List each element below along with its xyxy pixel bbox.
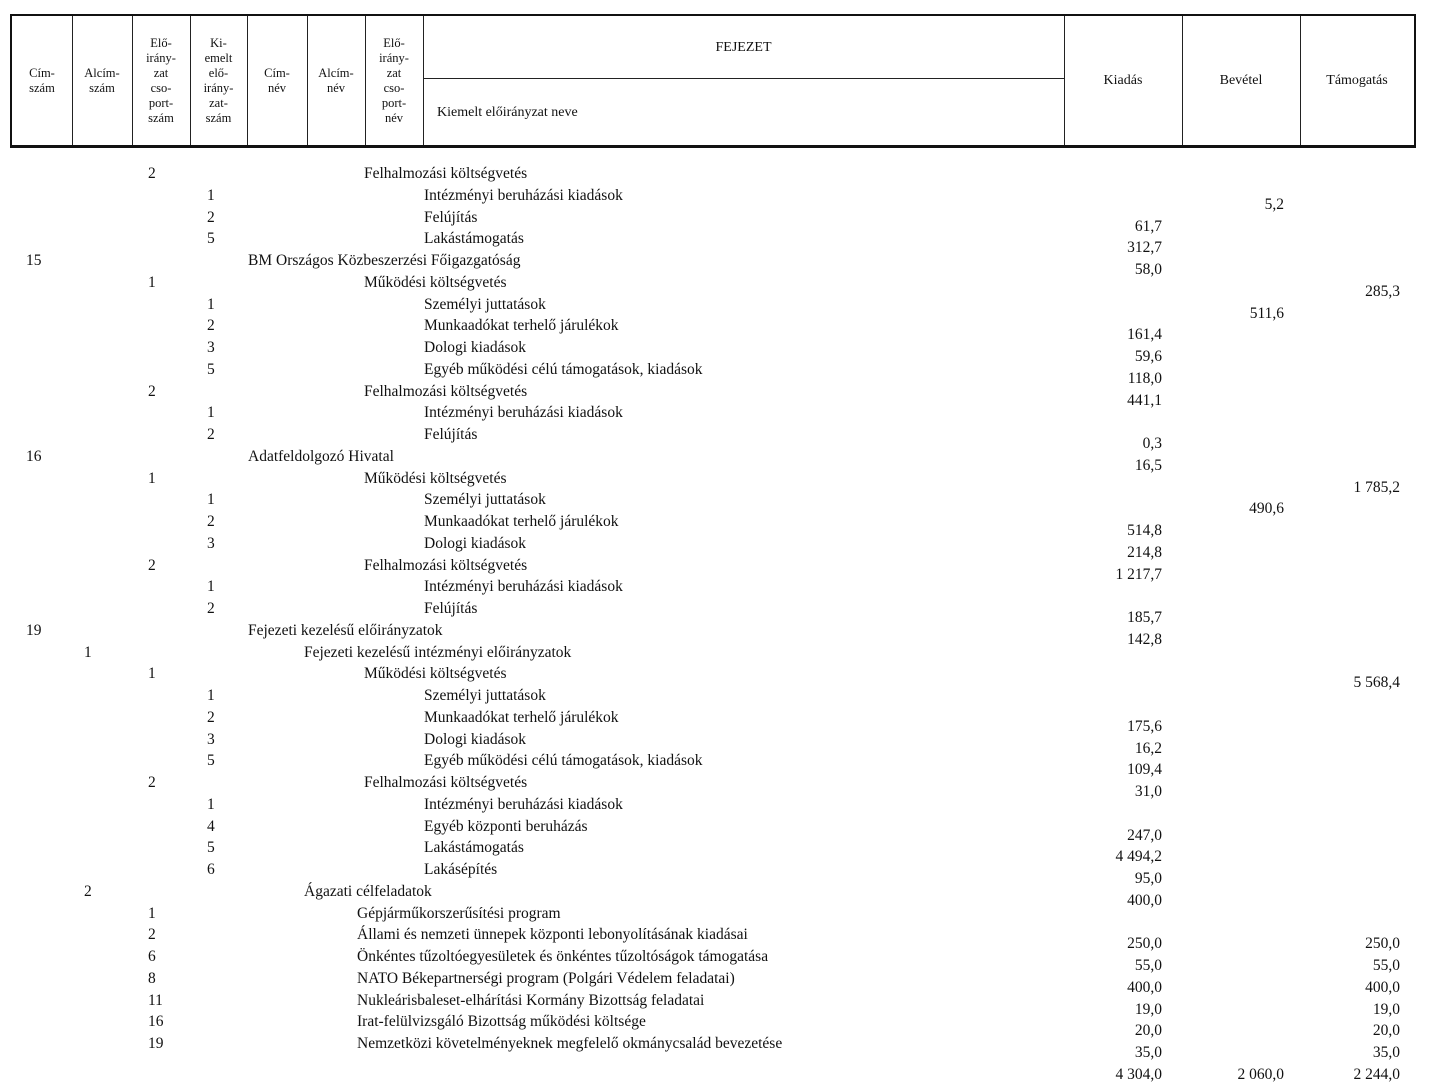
row-name: Fejezeti kezelésű előirányzatok (248, 621, 443, 639)
header-eloiranyzat-csoport-nev: Elő- irány- zat cso- port- név (379, 35, 409, 125)
table-row (0, 599, 1430, 626)
row-tamogatas: 20,0 (1372, 1022, 1400, 1040)
row-code: 2 (207, 600, 215, 617)
row-code: 19 (26, 621, 42, 639)
row-kiadas: 4 494,2 (1115, 848, 1162, 866)
row-code: 2 (207, 317, 215, 335)
row-code: 1 (148, 469, 156, 487)
row-code: 1 (207, 186, 215, 204)
row-kiadas: 20,0 (1134, 1022, 1162, 1040)
row-tamogatas: 5 568,4 (1353, 674, 1400, 692)
row-code: 5 (207, 752, 215, 770)
table-row (0, 991, 1430, 1018)
table-row (0, 447, 1430, 474)
table-row (0, 860, 1430, 887)
row-name: Felújítás (424, 600, 478, 617)
table-row (0, 425, 1430, 452)
row-kiadas: 514,8 (1127, 522, 1162, 539)
table-row (0, 664, 1430, 692)
row-name: Lakástámogatás (424, 839, 524, 857)
table-row (0, 338, 1430, 365)
row-name: Egyéb működési célú támogatások, kiadások (424, 752, 703, 770)
row-code: 2 (148, 556, 156, 574)
row-name: Felhalmozási költségvetés (364, 774, 528, 791)
row-tamogatas: 1 785,2 (1353, 478, 1400, 496)
row-code: 1 (207, 578, 215, 596)
header-eloiranyzat-csoport-szam: Elő- irány- zat cso- port- szám (146, 35, 176, 125)
row-kiadas: 400,0 (1127, 978, 1162, 996)
row-name: Adatfeldolgozó Hivatal (248, 447, 394, 465)
row-name: Lakástámogatás (424, 230, 524, 248)
row-kiadas: 312,7 (1127, 239, 1162, 257)
table-row (0, 556, 1430, 583)
row-tamogatas: 55,0 (1372, 957, 1400, 974)
row-code: 1 (207, 404, 215, 422)
row-name: Dologi kiadások (424, 339, 527, 356)
row-code: 1 (207, 491, 215, 509)
row-name: Felújítás (424, 208, 478, 226)
row-tamogatas: 285,3 (1365, 282, 1400, 300)
row-code: 2 (148, 926, 156, 944)
row-tamogatas: 250,0 (1365, 935, 1400, 953)
row-code: 2 (148, 165, 156, 182)
table-row (0, 490, 1430, 518)
row-bevetel: 511,6 (1249, 304, 1284, 322)
row-name: Dologi kiadások (424, 534, 527, 552)
row-code: 1 (84, 643, 92, 661)
row-name: Felhalmozási költségvetés (364, 382, 528, 400)
row-name: Dologi kiadások (424, 730, 527, 748)
row-name: Lakásépítés (424, 861, 498, 878)
table-row (0, 817, 1430, 844)
table-row (0, 730, 1430, 757)
row-kiadas: 16,5 (1134, 456, 1162, 474)
row-code: 1 (207, 795, 215, 813)
row-kiadas: 400,0 (1127, 891, 1162, 909)
row-bevetel: 2 060,0 (1237, 1065, 1284, 1083)
row-code: 1 (148, 665, 156, 683)
row-code: 3 (207, 534, 215, 552)
table-row (0, 534, 1430, 561)
row-kiadas: 214,8 (1127, 543, 1162, 561)
table-row (0, 904, 1430, 926)
row-kiadas: 109,4 (1127, 761, 1162, 779)
row-tamogatas: 2 244,0 (1353, 1065, 1400, 1083)
row-name: Munkaadókat terhelő járulékok (424, 317, 619, 335)
header-kiemelt-eloiranyzat-neve: Kiemelt előirányzat neve (437, 104, 578, 120)
row-name: Gépjárműkorszerűsítési program (357, 904, 561, 922)
header-bevetel: Bevétel (1219, 73, 1263, 88)
row-code: 2 (148, 382, 156, 400)
row-name: Ágazati célfeladatok (304, 882, 432, 900)
table-row (0, 316, 1430, 344)
row-kiadas: 61,7 (1134, 217, 1162, 235)
table-row (0, 708, 1430, 735)
row-name: Nukleárisbaleset-elhárítási Kormány Bizottság feladatai (357, 991, 705, 1009)
row-kiadas: 0,3 (1142, 435, 1162, 452)
row-kiadas: 58,0 (1134, 261, 1162, 278)
table-row (0, 686, 1430, 708)
row-code: 1 (148, 904, 156, 922)
row-bevetel: 5,2 (1264, 195, 1284, 213)
table-row (0, 795, 1430, 817)
table-row (0, 360, 1430, 387)
row-code: 5 (207, 230, 215, 248)
row-code: 16 (26, 447, 42, 465)
row-code: 5 (207, 839, 215, 857)
header-kiadas: Kiadás (1103, 73, 1143, 88)
row-code: 15 (26, 252, 42, 269)
row-name: Egyéb működési célú támogatások, kiadások (424, 360, 703, 378)
header-kiemelt-eloiranyzat-szam: Ki- emelt elő- irány- zat- szám (203, 35, 234, 125)
row-code: 2 (207, 208, 215, 226)
row-name: Fejezeti kezelésű intézményi előirányzatok (304, 643, 572, 661)
row-name: Személyi juttatások (424, 491, 546, 509)
table-row (0, 512, 1430, 539)
row-name: Munkaadókat terhelő járulékok (424, 708, 619, 726)
table-row (0, 925, 1430, 953)
row-name: Önkéntes tűzoltóegyesületek és önkéntes tűzoltóságok támogatása (357, 948, 769, 965)
row-code: 2 (148, 774, 156, 791)
row-code: 3 (207, 730, 215, 748)
row-kiadas: 95,0 (1134, 870, 1162, 887)
row-kiadas: 185,7 (1127, 609, 1162, 626)
row-code: 6 (207, 861, 215, 878)
table-row (0, 208, 1430, 235)
row-name: Állami és nemzeti ünnepek központi lebonyolításának kiadásai (357, 926, 748, 944)
row-code: 3 (207, 339, 215, 356)
row-tamogatas: 400,0 (1365, 978, 1400, 996)
row-kiadas: 247,0 (1127, 826, 1162, 844)
row-name: NATO Békepartnerségi program (Polgári Védelem feladatai) (357, 969, 735, 987)
table-row (0, 273, 1430, 300)
row-kiadas: 19,0 (1134, 1000, 1162, 1018)
row-code: 1 (148, 273, 156, 291)
table-row (0, 643, 1430, 665)
row-name: Személyi juttatások (424, 295, 546, 313)
table-row (0, 1012, 1430, 1040)
header-alcim-szam: Alcím- szám (84, 65, 120, 95)
header-alcim-nev: Alcím- név (318, 65, 354, 95)
table-row (0, 1034, 1430, 1061)
row-kiadas: 55,0 (1134, 957, 1162, 974)
row-kiadas: 16,2 (1134, 739, 1162, 757)
row-name: Irat-felülvizsgáló Bizottság működési költsége (357, 1013, 646, 1031)
row-name: Működési költségvetés (364, 469, 507, 487)
row-code: 1 (207, 295, 215, 313)
row-name: Felújítás (424, 426, 478, 443)
table-row (0, 251, 1430, 278)
row-kiadas: 250,0 (1127, 935, 1162, 953)
row-name: Egyéb központi beruházás (424, 817, 588, 835)
row-bevetel: 490,6 (1249, 500, 1284, 518)
row-code: 1 (207, 687, 215, 704)
row-name: Munkaadókat terhelő járulékok (424, 513, 619, 530)
header-cim-nev: Cím- név (264, 65, 290, 95)
row-name: Intézményi beruházási kiadások (424, 795, 623, 813)
table-row (0, 229, 1430, 257)
row-name: Működési költségvetés (364, 273, 507, 291)
row-tamogatas: 35,0 (1372, 1044, 1400, 1061)
table-row (0, 969, 1430, 996)
row-kiadas: 118,0 (1127, 369, 1162, 387)
row-kiadas: 59,6 (1134, 348, 1162, 365)
table-row (0, 773, 1430, 800)
row-kiadas: 4 304,0 (1115, 1065, 1162, 1083)
row-kiadas: 441,1 (1127, 391, 1162, 409)
row-name: Nemzetközi követelményeknek megfelelő okmánycsalád bevezetése (357, 1035, 783, 1052)
table-row (0, 621, 1430, 648)
table-row (0, 751, 1430, 779)
table-row (0, 1056, 1430, 1083)
row-name: Felhalmozási költségvetés (364, 556, 528, 574)
row-name: BM Országos Közbeszerzési Főigazgatóság (248, 252, 521, 269)
table-row (0, 382, 1430, 409)
header-fejezet: FEJEZET (715, 39, 772, 55)
row-kiadas: 1 217,7 (1115, 565, 1162, 583)
row-code: 19 (148, 1035, 164, 1052)
header-tamogatas: Támogatás (1326, 73, 1388, 88)
row-kiadas: 31,0 (1134, 783, 1162, 800)
row-code: 8 (148, 969, 156, 987)
table-row (0, 403, 1430, 425)
table-header (10, 14, 1416, 148)
row-kiadas: 175,6 (1127, 717, 1162, 735)
row-name: Személyi juttatások (424, 687, 546, 704)
row-name: Intézményi beruházási kiadások (424, 578, 623, 596)
row-name: Intézményi beruházási kiadások (424, 186, 623, 204)
row-name: Működési költségvetés (364, 665, 507, 683)
row-code: 4 (207, 817, 215, 835)
row-name: Intézményi beruházási kiadások (424, 404, 623, 422)
table-row (0, 295, 1430, 322)
row-code: 11 (148, 991, 163, 1009)
table-row (0, 947, 1430, 974)
row-code: 2 (207, 708, 215, 726)
row-name: Felhalmozási költségvetés (364, 165, 528, 182)
row-code: 16 (148, 1013, 164, 1031)
row-kiadas: 35,0 (1134, 1044, 1162, 1061)
header-cim-szam: Cím- szám (29, 65, 55, 95)
row-code: 2 (207, 513, 215, 530)
row-kiadas: 142,8 (1127, 630, 1162, 648)
row-tamogatas: 19,0 (1372, 1000, 1400, 1018)
row-code: 2 (84, 882, 92, 900)
row-kiadas: 161,4 (1127, 326, 1162, 344)
table-row (0, 882, 1430, 909)
table-row (0, 469, 1430, 496)
row-code: 2 (207, 426, 215, 443)
table-row (0, 577, 1430, 599)
row-code: 5 (207, 360, 215, 378)
table-row (0, 164, 1430, 186)
table-row (0, 838, 1430, 866)
table-row (0, 186, 1430, 213)
row-code: 6 (148, 948, 156, 965)
